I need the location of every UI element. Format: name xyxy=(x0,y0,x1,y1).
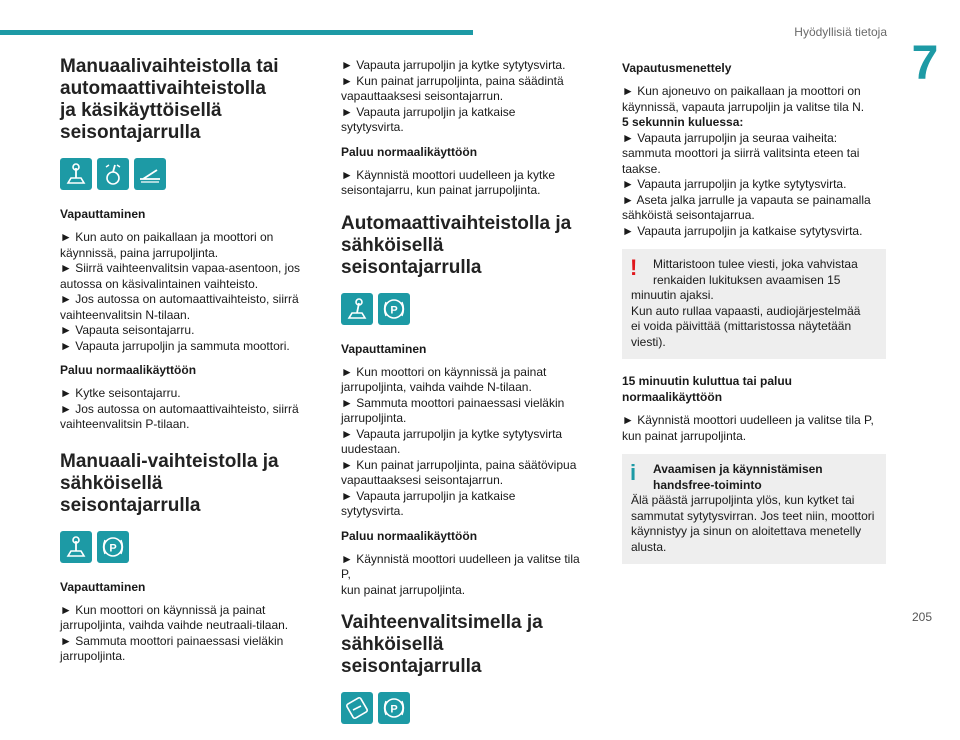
column-3 xyxy=(622,60,886,578)
electric-parking-brake-icon xyxy=(97,531,129,563)
release-heading: Vapauttaminen xyxy=(341,341,427,356)
release-instructions: ► Kun auto on paikallaan ja moottori on käynnissä, paina jarrupoljinta. ► Siirrä vaihteenvalitsin vapaa-asentoon, jos autossa on käsivalintainen vaihteisto. ► Jos autossa on automaattivaihteisto, siirrä vaihteenvalitsin N-tilaan. ► Vapauta seisontajarru. ► Vapauta jarrupoljin ja sammuta moottori. xyxy=(60,230,301,353)
section-title-automatic-electric: Automaattivaihteistolla ja sähköisellä seisontajarrulla xyxy=(341,212,572,278)
header-accent-bar xyxy=(0,30,473,35)
gear-lever-icon xyxy=(60,158,92,190)
release-heading: Vapauttaminen xyxy=(60,207,146,221)
icon-row xyxy=(60,531,300,563)
release-procedure-heading: Vapautusmenettely xyxy=(622,61,732,75)
release-instructions: ► Kun moottori on käynnissä ja painat jarrupoljinta, vaihda vaihde neutraali-tilaan. ► Sammuta moottori painaessasi vieläkin jarrupoljinta. xyxy=(60,602,289,663)
electric-parking-brake-icon xyxy=(378,293,410,325)
normal-use-heading: Paluu normaalikäyttöön xyxy=(60,363,197,377)
normal-use-instructions: ► Käynnistä moottori uudelleen ja kytke seisontajarru, kun painat jarrupoljinta. xyxy=(341,167,555,197)
hand-brake-lever-icon xyxy=(134,158,166,190)
automatic-gear-lever-icon xyxy=(97,158,129,190)
warning-icon: ! xyxy=(630,255,638,280)
normal-use-heading: Paluu normaalikäyttöön xyxy=(341,144,478,159)
icon-row xyxy=(341,692,581,724)
info-icon: i xyxy=(630,460,637,485)
release-heading: Vapauttaminen xyxy=(60,579,146,594)
normal-use-instructions: ► Käynnistä moottori uudelleen ja valitse tila P, kun painat jarrupoljinta. xyxy=(341,551,580,597)
normal-use-instructions: ► Kytke seisontajarru. ► Jos autossa on automaattivaihteisto, siirrä vaihteenvalitsin P-tilaan. xyxy=(60,386,299,431)
svg-text:P: P xyxy=(390,703,398,716)
gear-selector-icon xyxy=(341,692,373,724)
column-1 xyxy=(60,56,300,673)
icon-row xyxy=(60,158,300,190)
svg-text:P: P xyxy=(390,304,398,316)
automatic-gear-lever-icon xyxy=(341,293,373,325)
page-number: 205 xyxy=(911,610,932,624)
column-2 xyxy=(341,58,581,740)
chapter-number: 7 xyxy=(911,37,939,90)
release-procedure-instructions: ► Kun ajoneuvo on paikallaan ja moottori on käynnissä, vapauta jarrupoljin ja valitse tila N. 5 sekunnin kuluessa: ► Vapauta jarrupoljin ja seuraa vaiheita: sammuta moottori ja siirrä valitsinta eteen tai taakse. ► Vapauta jarrupoljin ja kytke sytytysvirta. ► Aseta jalka jarrulle ja vapauta se painamalla sähköistä seisontajarrua. ► Vapauta jarrupoljin ja katkaise sytytysvirta. xyxy=(622,84,871,238)
normal-use-heading: Paluu normaalikäyttöön xyxy=(341,528,478,543)
section-title-manual-electric: Manuaali-vaihteistolla ja sähköisellä seisontajarrulla xyxy=(60,450,279,516)
svg-text:P: P xyxy=(109,542,117,554)
page-header-title: Hyödyllisiä tietoja xyxy=(794,25,887,39)
after-15-min-heading: 15 minuutin kuluttua tai paluu normaalikäyttöön xyxy=(622,374,793,404)
info-note: i Avaamisen ja käynnistämisen handsfree-toiminto Älä päästä jarrupoljinta ylös, kun kytket tai sammutat sytytysvirran. Jos teet niin, moottori käynnistyy ja sinun on aloitettava menetelly alusta. xyxy=(622,454,886,564)
warning-note: ! Mittaristoon tulee viesti, joka vahvistaa renkaiden lukituksen avaamisen 15 minuutin ajaksi. Kun auto rullaa vapaasti, audiojärjestelmää ei voida päivittää (mittaristossa näytetään viesti). xyxy=(622,249,886,359)
section-title-manual-handbrake: Manuaalivaihteistolla tai automaattivaihteistolla ja käsikäyttöisellä seisontajarrulla xyxy=(60,56,279,143)
after-15-min-instructions: ► Käynnistä moottori uudelleen ja valitse tila P, kun painat jarrupoljinta. xyxy=(622,413,874,443)
electric-parking-brake-icon xyxy=(378,692,410,724)
icon-row xyxy=(341,293,581,325)
release-instructions: ► Kun moottori on käynnissä ja painat jarrupoljinta, vaihda vaihde N-tilaan. ► Sammuta moottori painaessasi vieläkin jarrupoljinta. ► Vapauta jarrupoljin ja kytke sytytysvirta uudestaan. ► Kun painat jarrupoljinta, paina säätövipua vapauttaaksesi seisontajarrun. ► Vapauta jarrupoljin ja katkaise sytytysvirta. xyxy=(341,364,577,518)
continued-instructions: ► Vapauta jarrupoljin ja kytke sytytysvirta. ► Kun painat jarrupoljinta, paina säädintä vapauttaaksesi seisontajarrun. ► Vapauta jarrupoljin ja katkaise sytytysvirta. xyxy=(341,58,566,134)
section-title-selector-electric: Vaihteenvalitsimella ja sähköisellä seisontajarrulla xyxy=(341,612,543,677)
gear-lever-icon xyxy=(60,531,92,563)
